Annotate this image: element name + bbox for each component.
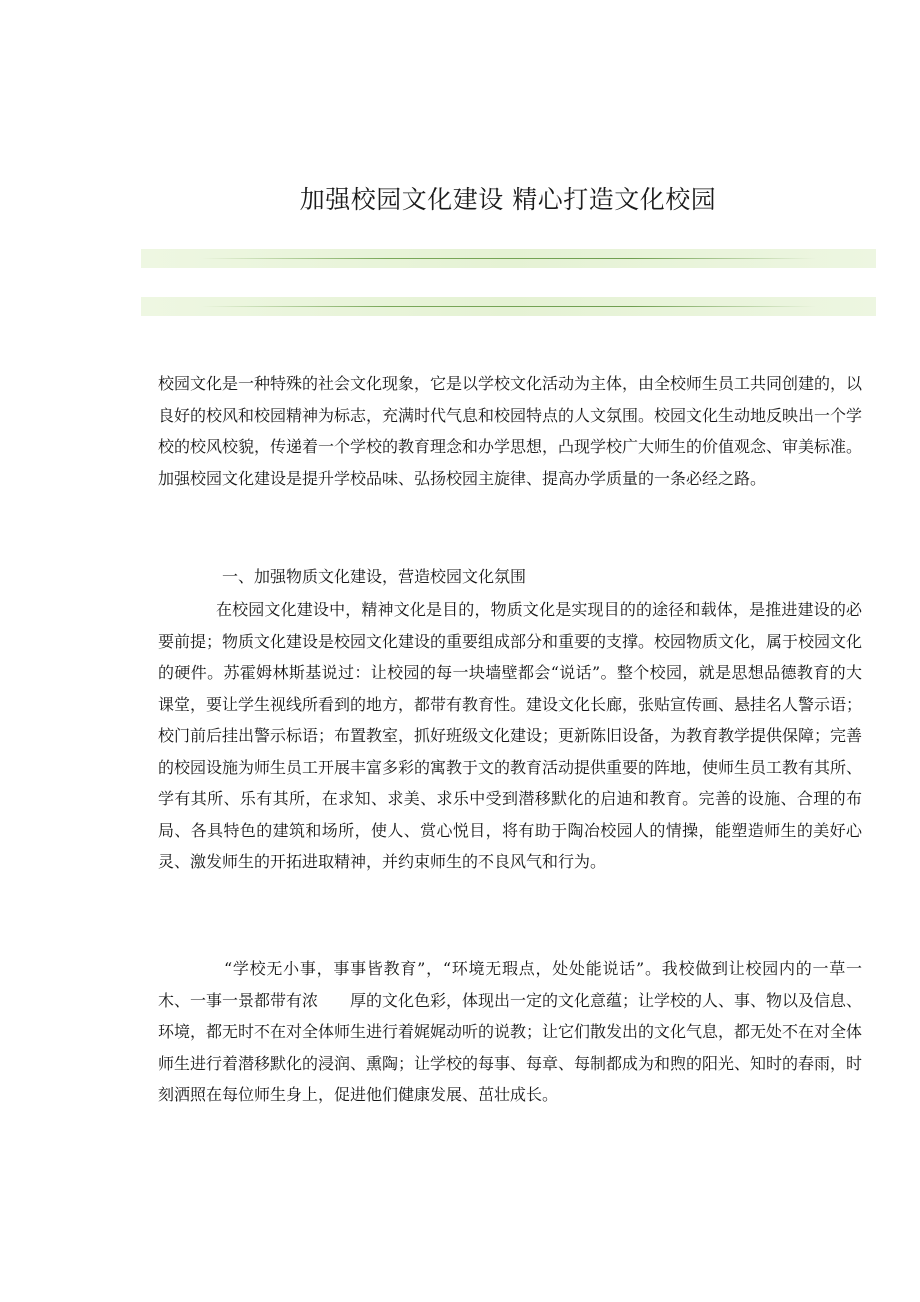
section-heading: 一、加强物质文化建设，营造校园文化氛围 [222,567,527,586]
section-paragraph-1: 在校园文化建设中，精神文化是目的，物质文化是实现目的的途径和载体，是推进建设的必要前提；物质文化建设是校园文化建设的重要组成部分和重要的支撑。校园物质文化，属于校园文化的硬件。苏霍姆林斯基说过：让校园的每一块墙壁都会“说话”。整个校园，就是思想品德教育的大课堂，要让学生视线所看到的地方，都带有教育性。建设文化长廊，张贴宣传画、悬挂名人警示语；校门前后挂出警示标语；布置教室，抓好班级文化建设；更新陈旧设备，为教育教学提供保障；完善的校园设施为师生员工开展丰富多彩的寓教于文的教育活动提供重要的阵地，使师生员工教有其所、学有其所、乐有其所，在求知、求美、求乐中受到潜移默化的启迪和教育。完善的设施、合理的布局、各具特色的建筑和场所，使人、赏心悦目，将有助于陶冶校园人的情操，能塑造师生的美好心灵、激发师生的开拓进取精神，并约束师生的不良风气和行为。 [158,600,863,871]
decorative-band-bottom [141,297,876,316]
intro-paragraph: 校园文化是一种特殊的社会文化现象，它是以学校文化活动为主体，由全校师生员工共同创建的，以良好的校风和校园精神为标志，充满时代气息和校园特点的人文氛围。校园文化生动地反映出一个学校的校风校貌，传递着一个学校的教育理念和办学思想，凸现学校广大师生的价值观念、审美标准。加强校园文化建设是提升学校品味、弘扬校园主旋律、提高办学质量的一条必经之路。 [158,374,863,488]
section-paragraph-2: “学校无小事，事事皆教育”，“环境无瑕点，处处能说话”。我校做到让校园内的一草一木、一事一景都带有浓 厚的文化色彩，体现出一定的文化意蕴；让学校的人、事、物以及信息、环境，都无时不在对全体师生进行着娓娓动听的说教；让它们散发出的文化气息，都无处不在对全体师生进行着潜移默化的浸润、熏陶；让学校的每事、每章、每制都成为和煦的阳光、知时的春雨，时刻洒照在每位师生身上，促进他们健康发展、茁壮成长。 [158,959,863,1104]
document-title: 加强校园文化建设 精心打造文化校园 [299,185,717,214]
decorative-band-top [141,249,876,268]
decorative-rule-top [201,258,816,259]
decorative-rule-bottom [201,306,816,307]
